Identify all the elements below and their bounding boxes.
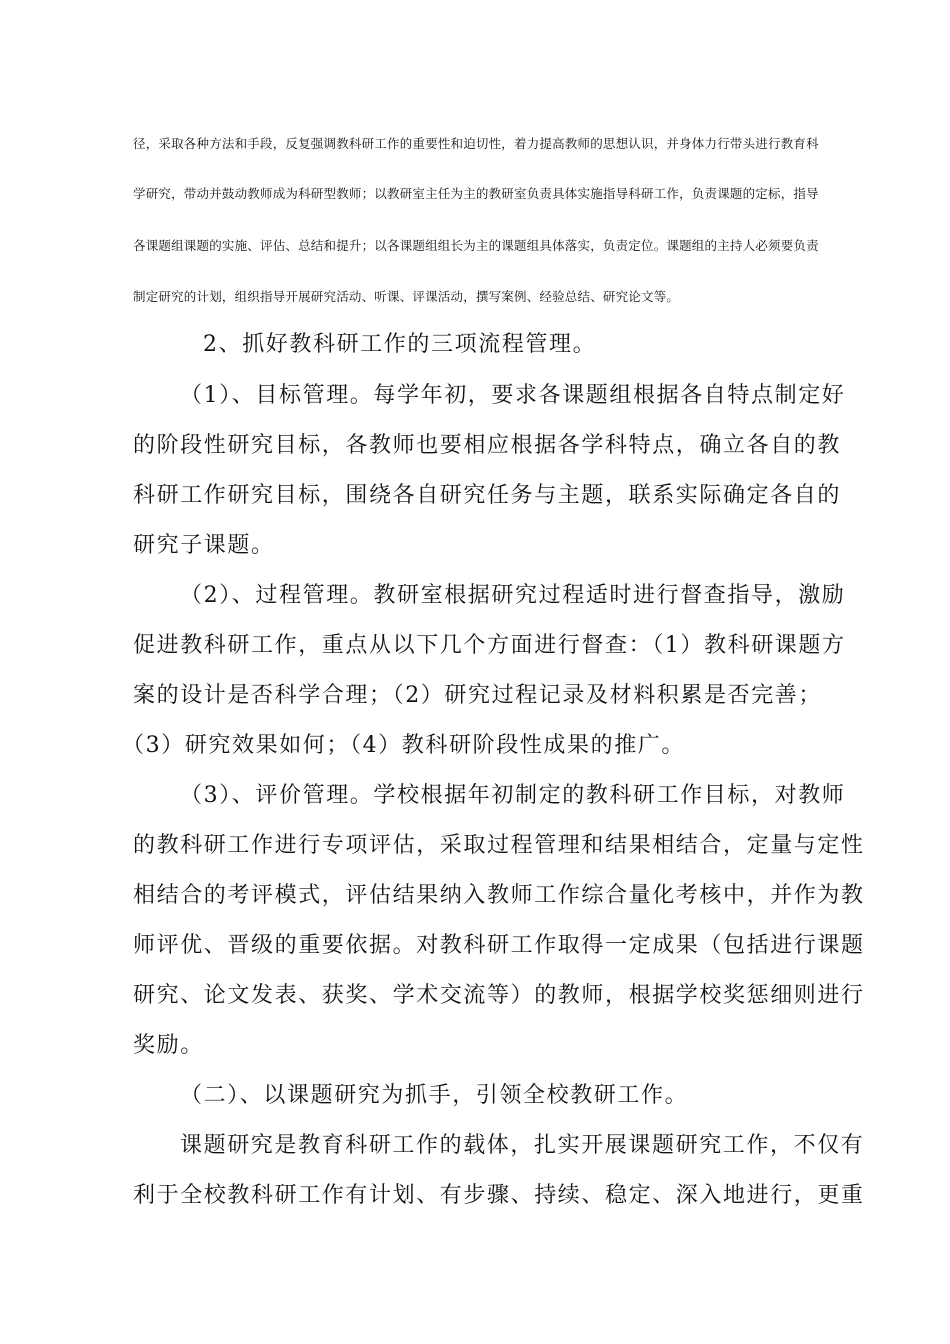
item1-line-1: （1）、目标管理。每学年初，要求各课题组根据各自特点制定好 [180, 383, 846, 408]
item1-line-3: 科研工作研究目标，围绕各自研究任务与主题，联系实际确定各自的 [133, 483, 842, 508]
last-para-line-2: 利于全校教科研工作有计划、有步骤、持续、稳定、深入地进行，更重 [133, 1183, 865, 1208]
intro-line-3: 各课题组课题的实施、评估、总结和提升；以各课题组组长为主的课题组具体落实，负责定位。课题组的主持人必须要负责 [133, 238, 819, 253]
item3-line-1: （3）、评价管理。学校根据年初制定的教科研工作目标，对教师 [180, 783, 846, 808]
intro-line-1: 径，采取各种方法和手段，反复强调教科研工作的重要性和迫切性，着力提高教师的思想认识，并身体力行带头进行教育科 [133, 136, 819, 151]
intro-line-2: 学研究，带动并鼓动教师成为科研型教师；以教研室主任为主的教研室负责具体实施指导科研工作，负责课题的定标，指导 [133, 186, 819, 201]
intro-line-4: 制定研究的计划，组织指导开展研究活动、听课、评课活动，撰写案例、经验总结、研究论文等。 [133, 289, 680, 304]
last-para-line-1: 课题研究是教育科研工作的载体，扎实开展课题研究工作，不仅有 [180, 1133, 865, 1158]
item2-line-4: （3）研究效果如何；（4）教科研阶段性成果的推广。 [122, 733, 685, 758]
item3-line-2: 的教科研工作进行专项评估，采取过程管理和结果相结合，定量与定性 [133, 833, 865, 858]
item3-line-5: 研究、论文发表、获奖、学术交流等）的教师，根据学校奖惩细则进行 [133, 983, 865, 1008]
item2-line-3: 案的设计是否科学合理；（2）研究过程记录及材料积累是否完善； [133, 683, 822, 708]
item1-line-2: 的阶段性研究目标，各教师也要相应根据各学科特点，确立各自的教 [133, 433, 842, 458]
item3-line-3: 相结合的考评模式，评估结果纳入教师工作综合量化考核中，并作为教 [133, 883, 865, 908]
section-heading-2: 2、抓好教科研工作的三项流程管理。 [203, 332, 597, 357]
item3-line-4: 师评优、晋级的重要依据。对教科研工作取得一定成果（包括进行课题 [133, 933, 865, 958]
section-heading-second: （二）、以课题研究为抓手，引领全校教研工作。 [180, 1083, 689, 1108]
item2-line-2: 促进教科研工作，重点从以下几个方面进行督查：（1）教科研课题方 [133, 633, 846, 658]
item2-line-1: （2）、过程管理。教研室根据研究过程适时进行督查指导，激励 [180, 583, 846, 608]
item1-line-4: 研究子课题。 [133, 533, 275, 558]
item3-line-6: 奖励。 [133, 1033, 204, 1058]
